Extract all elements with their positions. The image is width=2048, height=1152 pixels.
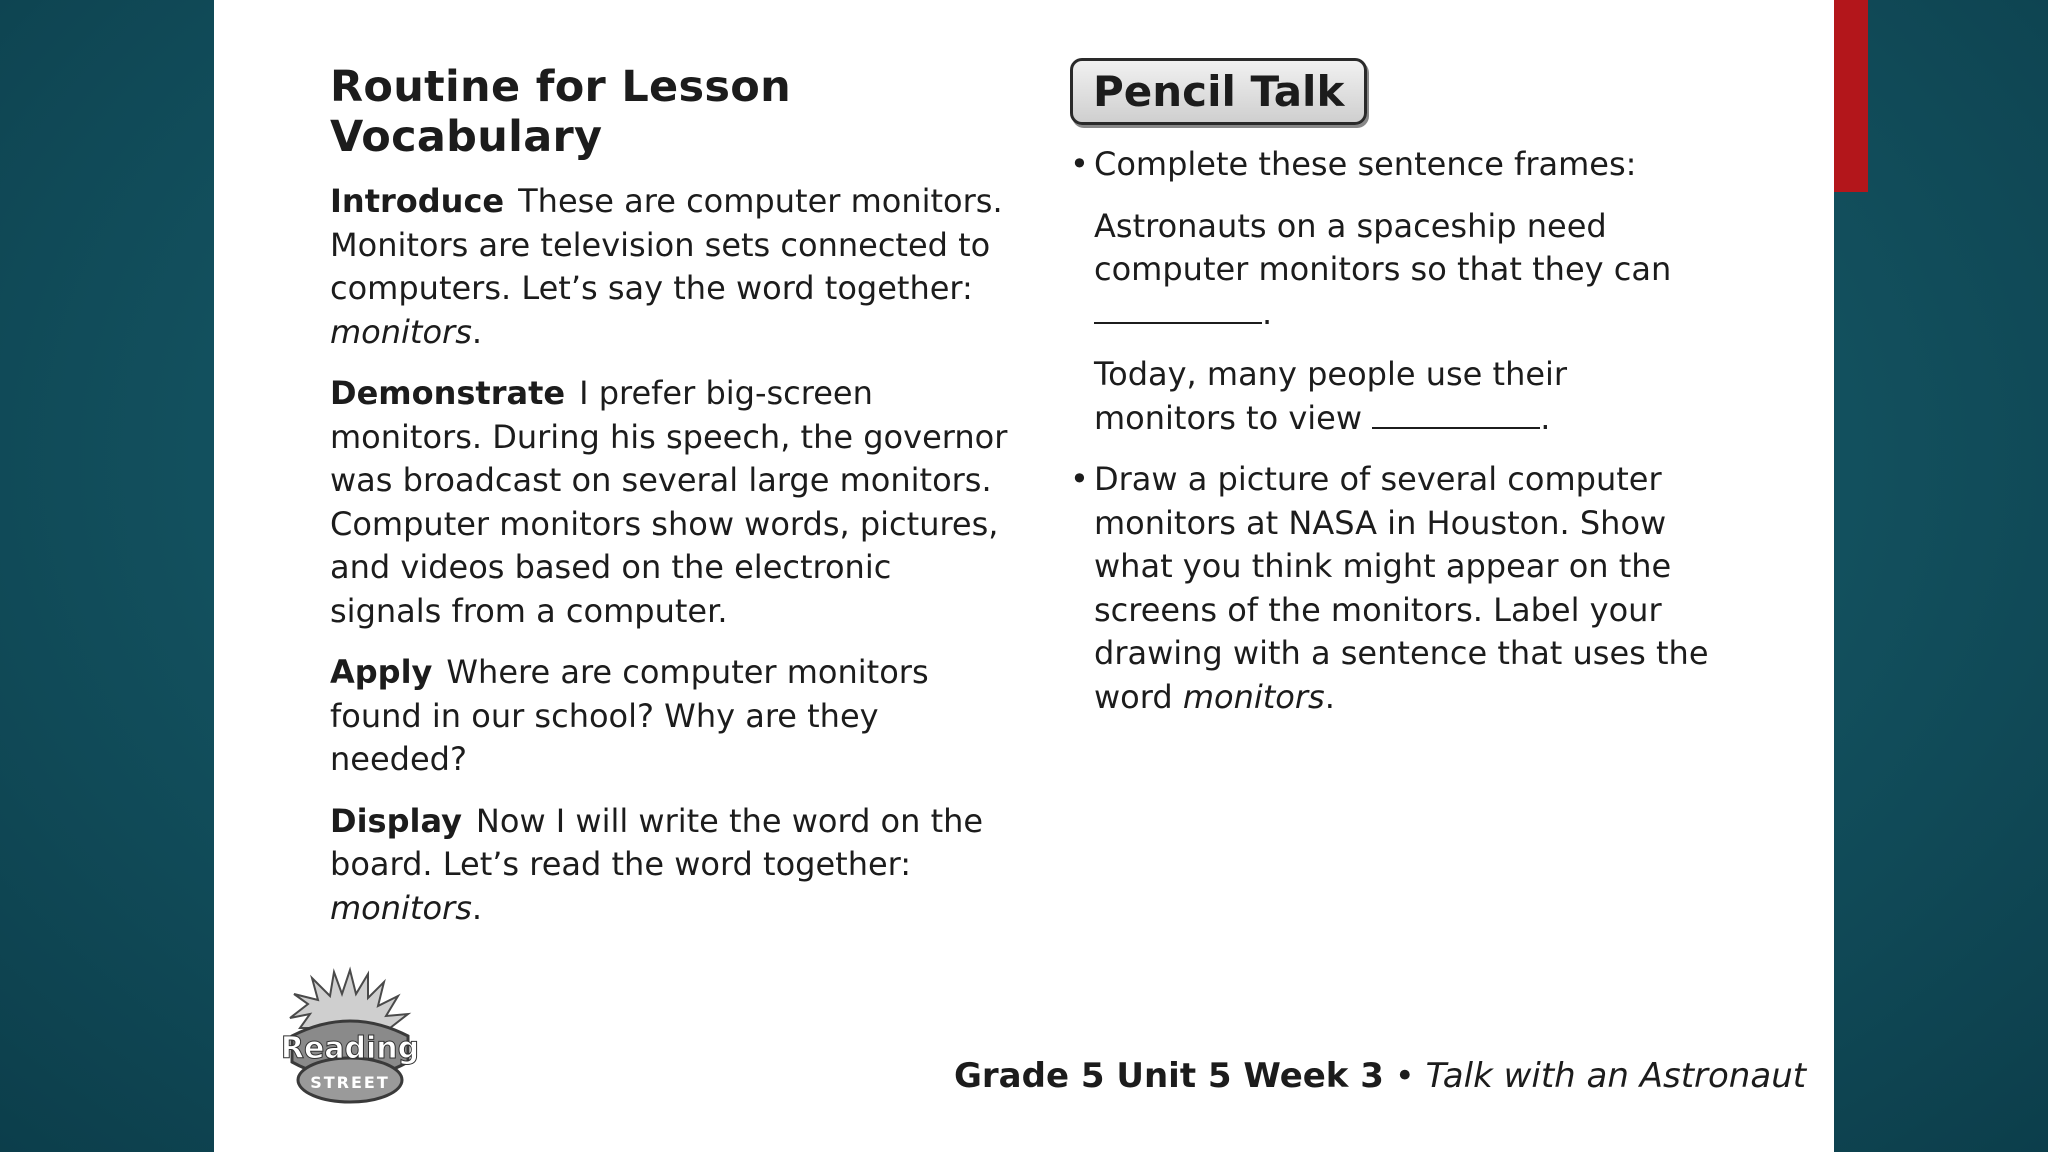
logo-street-text: STREET xyxy=(310,1073,390,1092)
logo-reading-text: Reading xyxy=(280,1031,420,1066)
frame1-text: Astronauts on a spaceship need computer monitors so that they can xyxy=(1094,206,1672,288)
demonstrate-text: I prefer big-screen monitors. During his speech, the governor was broadcast on several large monitors. Computer monitors show words, pictures, and videos based on the electronic signals from a computer. xyxy=(330,374,1008,630)
display-text: Now I will write the word on the board. Let’s read the word together: xyxy=(330,801,984,883)
introduce-term: Introduce xyxy=(330,182,505,220)
frame1-end: . xyxy=(1262,293,1273,332)
demonstrate-term: Demonstrate xyxy=(330,374,566,412)
frame2-text: Today, many people use their monitors to view xyxy=(1094,355,1568,437)
introduce-end: . xyxy=(471,312,483,351)
bullet1-text: Complete these sentence frames: xyxy=(1094,145,1637,183)
footer-grade: Grade 5 Unit 5 Week 3 xyxy=(954,1056,1384,1096)
bullet-item-draw-picture xyxy=(1070,458,1710,719)
display-end: . xyxy=(471,888,483,927)
frame2-end: . xyxy=(1540,398,1551,437)
apply-term: Apply xyxy=(330,653,433,691)
display-italic: monitors xyxy=(330,888,472,927)
reading-street-logo xyxy=(280,966,420,1114)
footer-story-title: Talk with an Astronaut xyxy=(1425,1056,1807,1096)
sentence-frame-2 xyxy=(1070,353,1710,440)
routine-title: Routine for Lesson Vocabulary xyxy=(330,62,792,162)
apply-paragraph xyxy=(330,651,1010,782)
bullet-icon: • xyxy=(1070,460,1089,498)
bullet-item-sentence-frames xyxy=(1070,143,1710,187)
red-accent-tab xyxy=(1834,0,1868,192)
footer-caption xyxy=(954,1056,1934,1096)
bullet2-end: . xyxy=(1324,677,1335,716)
introduce-text: These are computer monitors. Monitors are television sets connected to computers. Let’s say the word together: xyxy=(330,182,1003,307)
sentence-frame-1 xyxy=(1070,205,1710,336)
footer-separator: • xyxy=(1394,1056,1415,1096)
bullet2-text: Draw a picture of several computer monitors at NASA in Houston. Show what you think might appear on the screens of the monitors. Label your drawing with a sentence that uses the word xyxy=(1094,460,1709,716)
vocabulary-routine xyxy=(330,62,1010,948)
logo-sunburst xyxy=(290,970,408,1028)
pencil-talk-badge: Pencil Talk xyxy=(1070,58,1367,125)
bullet2-italic: monitors xyxy=(1182,677,1325,716)
fill-in-blank xyxy=(1094,294,1262,324)
introduce-paragraph xyxy=(330,180,1010,354)
demonstrate-paragraph xyxy=(330,372,1010,633)
slide-page xyxy=(214,0,1834,1152)
fill-in-blank xyxy=(1372,399,1540,429)
introduce-italic: monitors xyxy=(330,312,472,351)
display-paragraph xyxy=(330,800,1010,931)
display-term: Display xyxy=(330,801,462,840)
apply-text: Where are computer monitors found in our school? Why are they needed? xyxy=(330,653,929,778)
bullet-icon: • xyxy=(1070,145,1089,183)
pencil-talk-section xyxy=(1070,58,1710,737)
